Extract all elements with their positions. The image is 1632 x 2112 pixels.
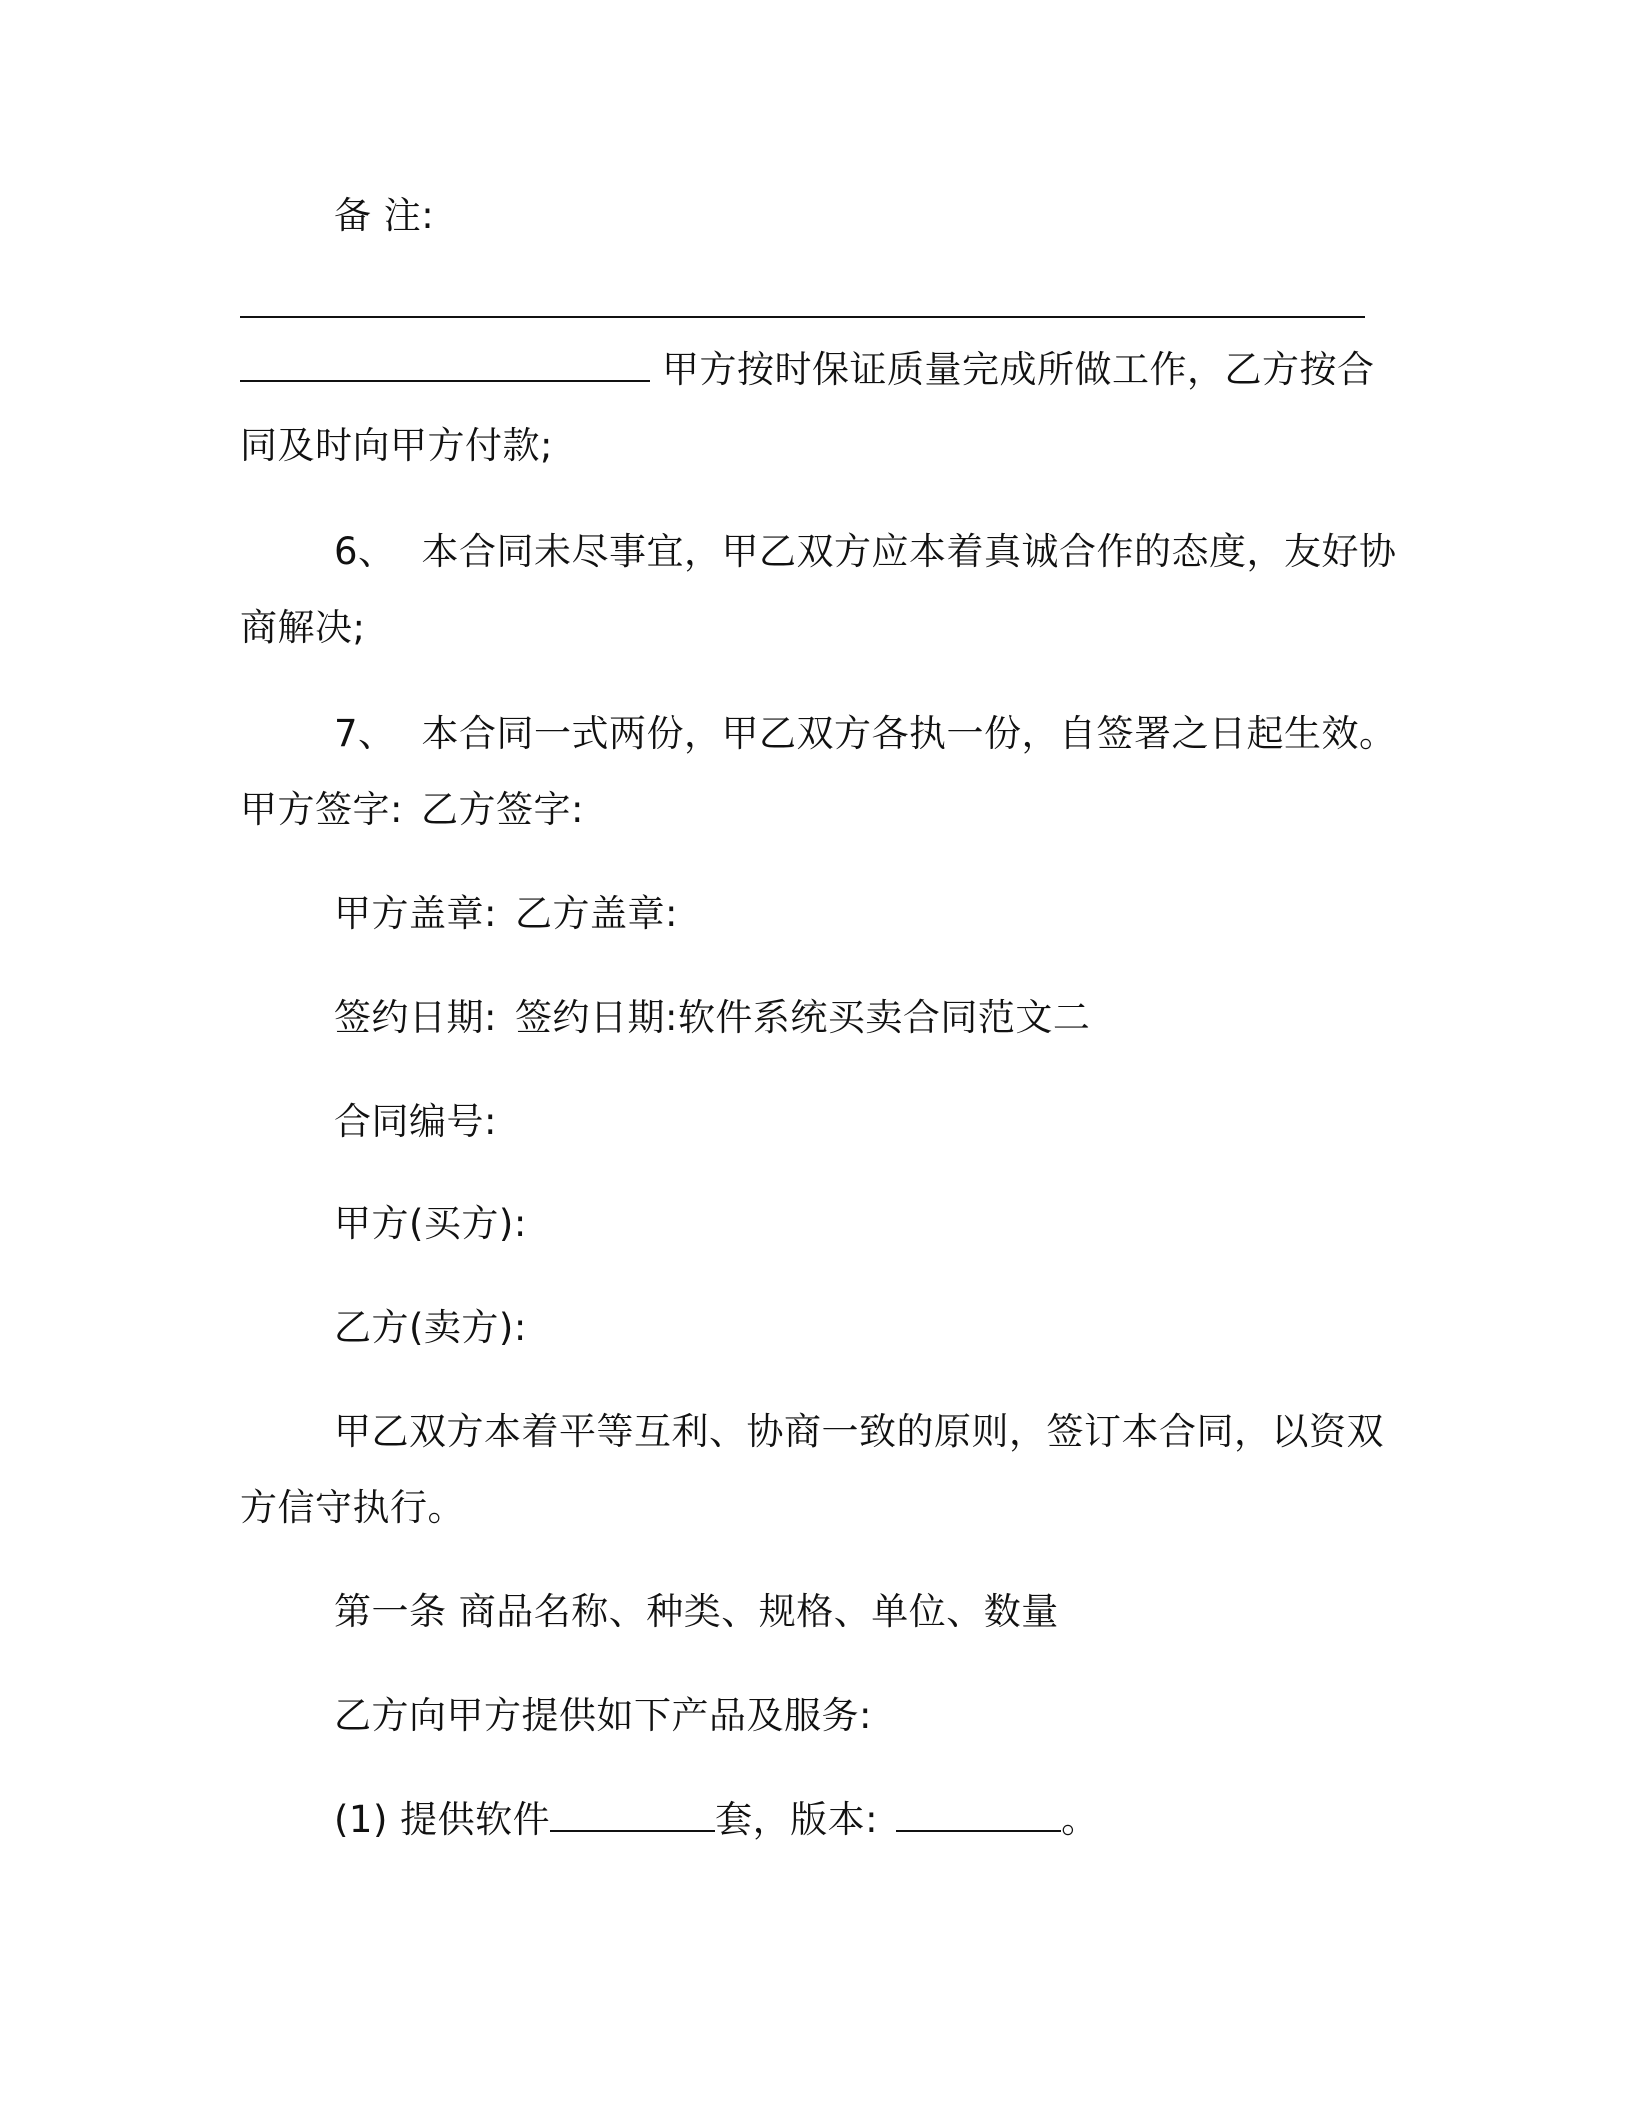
- supply-item-1-end: 。: [1061, 1798, 1099, 1841]
- supply-item-1-prefix: (1) 提供软件: [334, 1798, 551, 1841]
- clause-6: [334, 526, 1397, 578]
- clause-6-number: 6、: [334, 530, 396, 573]
- party-b-seal-label: 乙方盖章:: [514, 892, 678, 935]
- clause-5-text: 甲方按时保证质量完成所做工作，乙方按合: [662, 348, 1375, 391]
- party-b-seller-label: 乙方(卖方):: [334, 1306, 527, 1349]
- clause-6-continuation: 商解决;: [240, 606, 366, 649]
- party-b-signature-label: 乙方签字:: [420, 788, 584, 831]
- signature-line: [240, 784, 584, 836]
- contract-2-title: 软件系统买卖合同范文二: [677, 996, 1091, 1039]
- supply-item-1: [334, 1794, 1099, 1846]
- seal-line: [334, 888, 678, 940]
- date-line: [334, 992, 1090, 1044]
- clause-5-continuation: 同及时向甲方付款;: [240, 424, 553, 467]
- remark-blank-line-short: [240, 350, 650, 382]
- clause-7-number: 7、: [334, 712, 396, 755]
- intro-paragraph-continuation: 方信守执行。: [240, 1486, 465, 1529]
- clause-7-text: 本合同一式两份，甲乙双方各执一份，自签署之日起生效。: [421, 712, 1397, 755]
- article-1-heading: 第一条 商品名称、种类、规格、单位、数量: [334, 1590, 1059, 1633]
- remark-blank-line: [240, 316, 1365, 318]
- remark-label: 备 注:: [334, 194, 435, 237]
- clause-6-text: 本合同未尽事宜，甲乙双方应本着真诚合作的态度，友好协: [421, 530, 1397, 573]
- clause-5-line: [240, 344, 1375, 396]
- party-a-buyer-label: 甲方(买方):: [334, 1202, 527, 1245]
- supply-item-1-middle: 套，版本:: [715, 1798, 879, 1841]
- party-a-seal-label: 甲方盖章:: [334, 892, 497, 935]
- software-quantity-blank: [550, 1800, 715, 1832]
- clause-7: [334, 708, 1397, 760]
- supply-intro: 乙方向甲方提供如下产品及服务:: [334, 1694, 872, 1737]
- software-version-blank: [896, 1800, 1061, 1832]
- party-a-date-label: 签约日期:: [334, 996, 497, 1039]
- intro-paragraph: 甲乙双方本着平等互利、协商一致的原则，签订本合同，以资双: [334, 1410, 1384, 1453]
- party-b-date-label: 签约日期:: [514, 996, 678, 1039]
- contract-number-label: 合同编号:: [334, 1100, 497, 1143]
- party-a-signature-label: 甲方签字:: [240, 788, 403, 831]
